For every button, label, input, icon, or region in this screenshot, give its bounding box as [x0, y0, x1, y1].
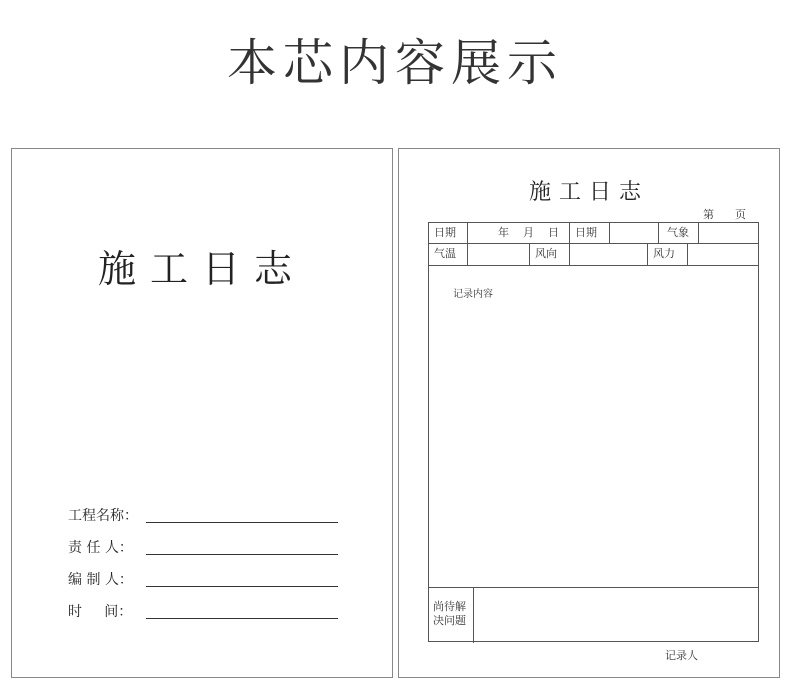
- wind-direction-label: 风向: [529, 244, 569, 265]
- log-title: 施工日志: [528, 180, 649, 205]
- date-value: 年 月 日: [467, 223, 569, 243]
- page-number-label: 第 页: [703, 208, 746, 221]
- pending-issues-row: [429, 587, 758, 643]
- temperature-wind-row: [429, 244, 758, 266]
- temperature-label: 气温: [434, 247, 456, 260]
- temperature-value: [467, 244, 529, 265]
- wind-direction-value: [569, 244, 647, 265]
- cover-title: 施工日志: [97, 247, 306, 291]
- recorder-label: 记录人: [665, 649, 698, 662]
- date-label: 日期: [434, 226, 456, 239]
- project-name-line: [146, 522, 338, 523]
- day-value: [609, 223, 658, 243]
- log-form-panel: [398, 148, 780, 678]
- weather-label: 气象: [658, 223, 698, 243]
- cover-page-panel: [11, 148, 393, 678]
- wind-force-value: [687, 244, 758, 265]
- project-name-label: 工程名称：: [68, 508, 138, 524]
- wind-force-label: 风力: [647, 244, 687, 265]
- log-form-grid: [428, 222, 759, 642]
- pending-issues-label: 尚待解 决问题: [429, 588, 474, 643]
- date-weather-row: [429, 223, 758, 244]
- time-label: 时 间：: [68, 604, 133, 620]
- compiler-line: [146, 586, 338, 587]
- day-label: 日期: [569, 223, 609, 243]
- time-line: [146, 618, 338, 619]
- responsible-person-label: 责 任 人：: [68, 540, 133, 556]
- weather-value: [698, 223, 758, 243]
- page-heading: 本芯内容展示: [227, 34, 563, 92]
- record-content-label: 记录内容: [453, 289, 493, 300]
- responsible-person-line: [146, 554, 338, 555]
- compiler-label: 编 制 人：: [68, 572, 133, 588]
